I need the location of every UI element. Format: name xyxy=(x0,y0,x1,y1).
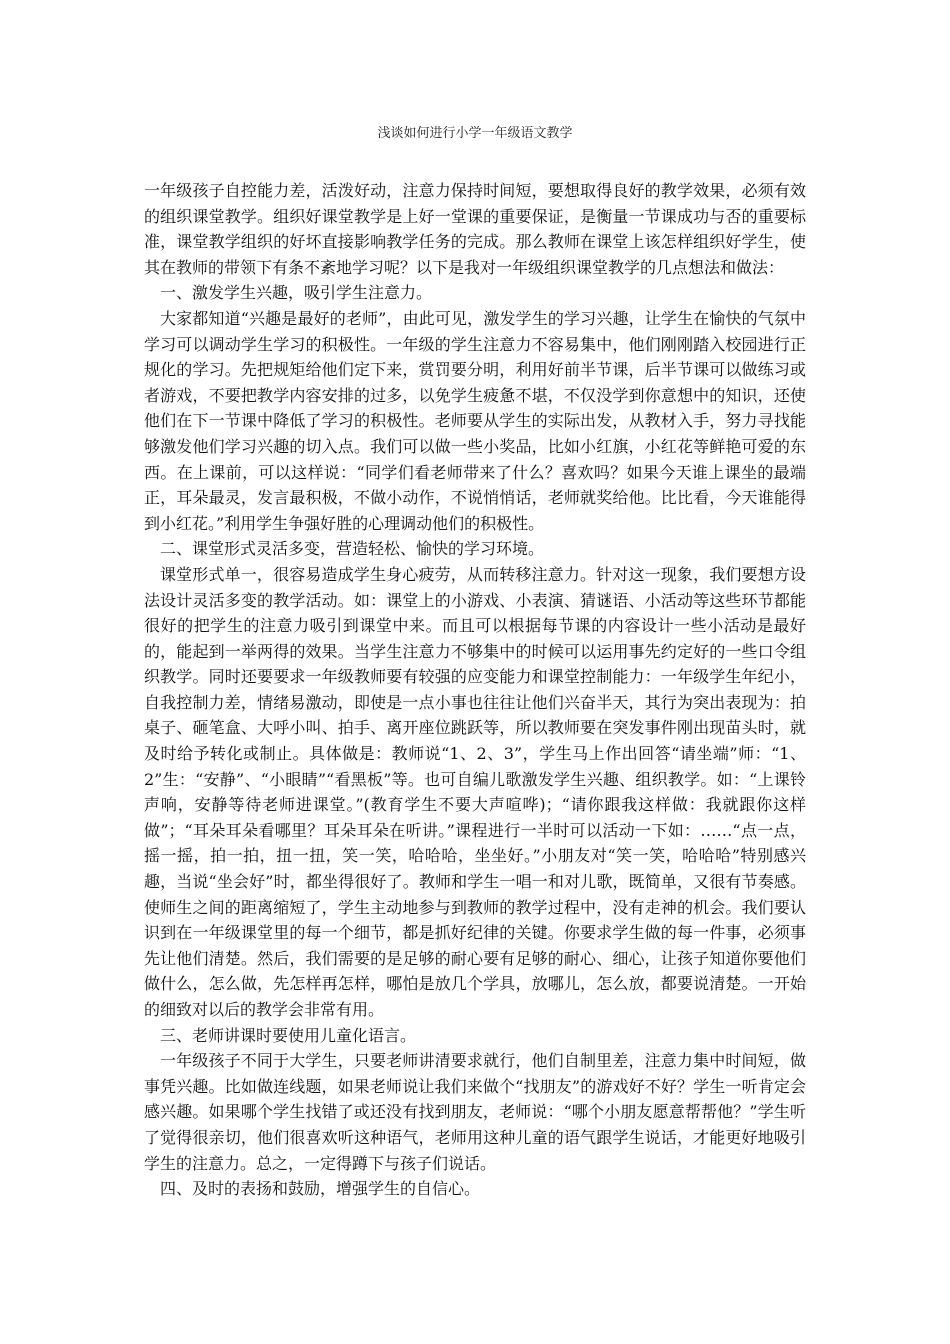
section-heading-4: 四、及时的表扬和鼓励，增强学生的自信心。 xyxy=(160,1179,481,1199)
document-body xyxy=(144,178,806,1202)
document-title: 浅谈如何进行小学一年级语文教学 xyxy=(377,126,573,141)
section-heading-1: 一、激发学生兴趣，吸引学生注意力。 xyxy=(160,283,433,303)
section-2-paragraph: 课堂形式单一，很容易造成学生身心疲劳，从而转移注意力。针对这一现象，我们要想方设法设计灵活多变的教学活动。如：课堂上的小游戏、小表演、猜谜语、小活动等这些环节都能很好的把学生的注意力吸引到课堂中来。而且可以根据每节课的内容设计一些小活动是最好的，能起到一举两得的效果。当学生注意力不够集中的时候可以运用事先约定好的一些口令组织教学。同时还要要求一年级教师要有较强的应变能力和课堂控制能力：一年级学生年纪小，自我控制力差，情绪易激动，即使是一点小事也往往让他们兴奋半天，其行为突出表现为：拍桌子、砸笔盒、大呼小叫、拍手、离开座位跳跃等，所以教师要在突发事件刚出现苗头时，就及时给予转化或制止。具体做是：教师说“1、2、3”，学生马上作出回答“请坐端”师：“1、2”生：“安静”、“小眼睛”“看黑板”等。也可自编儿歌激发学生兴趣、组织教学。如：“上课铃声响，安静等待老师进课堂。”(教育学生不要大声喧哗)；“请你跟我这样做：我就跟你这样做”；“耳朵耳朵看哪里？耳朵耳朵在听讲。”课程进行一半时可以活动一下如：……“点一点，摇一摇，拍一拍，扭一扭，笑一笑，哈哈哈，坐坐好。”小朋友对“笑一笑，哈哈哈”特别感兴趣，当说“坐会好”时，都坐得很好了。教师和学生一唱一和对儿歌，既简单，又很有节奏感。使师生之间的距离缩短了，学生主动地参与到教师的教学过程中，没有走神的机会。我们要认识到在一年级课堂里的每一个细节，都是抓好纪律的关键。你要求学生做的每一件事，必须事先让他们清楚。然后，我们需要的是足够的耐心要有足够的耐心、细心，让孩子知道你要他们做什么，怎么做，先怎样再怎样，哪怕是放几个学具，放哪儿，怎么放，都要说清楚。一开始的细致对以后的教学会非常有用。 xyxy=(144,564,806,1019)
intro-paragraph: 一年级孩子自控能力差，活泼好动，注意力保持时间短，要想取得良好的教学效果，必须有效的组织课堂教学。组织好课堂教学是上好一堂课的重要保证，是衡量一节课成功与否的重要标准，课堂教学组织的好坏直接影响教学任务的完成。那么教师在课堂上该怎样组织好学生，使其在教师的带领下有条不紊地学习呢？以下是我对一年级组织课堂教学的几点想法和做法： xyxy=(144,181,806,277)
section-3-paragraph: 一年级孩子不同于大学生，只要老师讲清要求就行，他们自制里差，注意力集中时间短，做事凭兴趣。比如做连线题，如果老师说让我们来做个“找朋友”的游戏好不好？学生一听肯定会感兴趣。如果哪个学生找错了或还没有找到朋友，老师说：“哪个小朋友愿意帮帮他？”学生听了觉得很亲切，他们很喜欢听这种语气，老师用这种儿童的语气跟学生说话，才能更好地吸引学生的注意力。总之，一定得蹲下与孩子们说话。 xyxy=(144,1051,806,1173)
section-heading-3: 三、老师讲课时要使用儿童化语言。 xyxy=(160,1025,417,1045)
section-heading-2: 二、课堂形式灵活多变，营造轻松、愉快的学习环境。 xyxy=(160,539,545,559)
section-1-paragraph: 大家都知道“兴趣是最好的老师”，由此可见，激发学生的学习兴趣，让学生在愉快的气氛中学习可以调动学生学习的积极性。一年级的学生注意力不容易集中，他们刚刚踏入校园进行正规化的学习。先把规矩给他们定下来，赏罚要分明，利用好前半节课，后半节课可以做练习或者游戏，不要把教学内容安排的过多，以免学生疲惫不堪，不仅没学到你意想中的知识，还使他们在下一节课中降低了学习的积极性。老师要从学生的实际出发，从教材入手，努力寻找能够激发他们学习兴趣的切入点。我们可以做一些小奖品，比如小红旗，小红花等鲜艳可爱的东西。在上课前，可以这样说：“同学们看老师带来了什么？喜欢吗？如果今天谁上课坐的最端正，耳朵最灵，发言最积极，不做小动作，不说悄悄话，老师就奖给他。比比看，今天谁能得到小红花。”利用学生争强好胜的心理调动他们的积极性。 xyxy=(144,308,806,533)
